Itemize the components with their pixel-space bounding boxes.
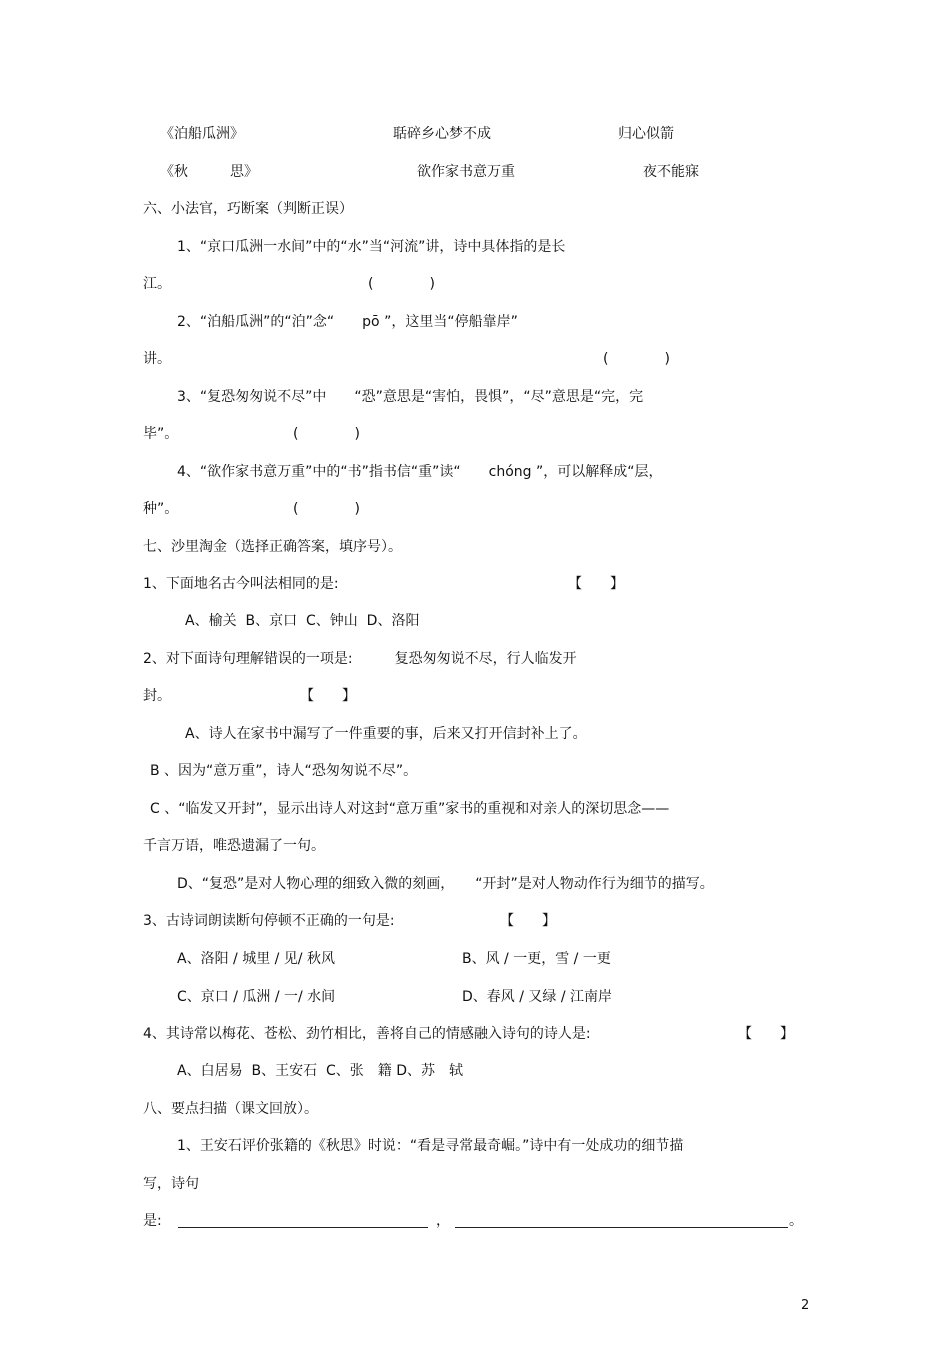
poem-title-2: 《秋 思》 (160, 164, 258, 180)
s8-answer-blank-1[interactable] (178, 1227, 428, 1228)
page-number: 2 (801, 1298, 810, 1313)
s7-q3-option-c: C、京口 / 瓜洲 / 一/ 水间 (177, 989, 336, 1005)
s8-answer-blank-2[interactable] (455, 1227, 788, 1228)
s6-item-3-answer-paren: ( ) (293, 426, 360, 442)
s7-q3-option-a: A、洛阳 / 城里 / 见/ 秋风 (177, 951, 335, 967)
s6-item-2-line2: 讲。 (143, 351, 171, 367)
s7-q2-text-cont: 封。 (143, 688, 171, 704)
s6-item-3-line1: 3、“复恐匆匆说不尽”中 “恐”意思是“害怕，畏惧”，“尽”意思是“完，完 (177, 389, 644, 405)
s8-comma: ， (436, 1213, 450, 1229)
s7-q2-option-a: A、诗人在家书中漏写了一件重要的事，后来又打开信封补上了。 (185, 726, 587, 742)
s7-q3-option-d: D、春风 / 又绿 / 江南岸 (462, 989, 613, 1005)
s7-q2-option-c-cont: 千言万语，唯恐遗漏了一句。 (143, 838, 325, 854)
poem-meaning-1: 归心似箭 (618, 126, 674, 142)
s8-period: 。 (789, 1213, 803, 1229)
poem-meaning-2: 夜不能寐 (643, 164, 699, 180)
s7-q3-text: 3、古诗词朗读断句停顿不正确的一句是: (143, 913, 395, 929)
s6-item-4-line2: 种”。 (143, 501, 179, 517)
s7-q2-option-b: B 、因为“意万重”，诗人“恐匆匆说不尽”。 (150, 763, 418, 779)
section-7-title: 七、沙里淘金（选择正确答案，填序号）。 (143, 539, 402, 555)
poem-line-2: 欲作家书意万重 (417, 164, 515, 180)
s7-q3-answer-bracket: 【 】 (500, 913, 556, 929)
section-6-title: 六、小法官，巧断案（判断正误） (143, 201, 353, 217)
s7-q2-option-d: D、“复恐”是对人物心理的细致入微的刻画， “开封”是对人物动作行为细节的描写。 (177, 876, 714, 892)
s7-q2-answer-bracket: 【 】 (300, 688, 356, 704)
s6-item-3-line2: 毕”。 (143, 426, 179, 442)
s6-item-2-line1: 2、“泊船瓜洲”的“泊”念“ pō ”，这里当“停船靠岸” (177, 314, 518, 330)
s8-q1-line2: 写，诗句 (143, 1176, 199, 1192)
s7-q2-option-c: C 、“临发又开封”，显示出诗人对这封“意万重”家书的重视和对亲人的深切思念—— (150, 801, 670, 817)
s7-q1-options: A、榆关 B、京口 C、钟山 D、洛阳 (185, 613, 420, 629)
s6-item-2-answer-paren: ( ) (603, 351, 670, 367)
poem-title-1: 《泊船瓜洲》 (160, 126, 244, 142)
s6-item-1-line1: 1、“京口瓜洲一水间”中的“水”当“河流”讲，诗中具体指的是长 (177, 239, 566, 255)
s6-item-1-answer-paren: ( ) (368, 276, 435, 292)
s7-q3-option-b: B、风 / 一更，雪 / 一更 (462, 951, 611, 967)
s7-q1-text: 1、下面地名古今叫法相同的是: (143, 576, 339, 592)
s7-q2-text: 2、对下面诗句理解错误的一项是: 复恐匆匆说不尽，行人临发开 (143, 651, 577, 667)
s7-q4-options: A、白居易 B、王安石 C、张 籍 D、苏 轼 (177, 1063, 463, 1079)
s6-item-1-line2: 江。 (143, 276, 171, 292)
poem-line-1: 聒碎乡心梦不成 (393, 126, 491, 142)
section-8-title: 八、要点扫描（课文回放）。 (143, 1101, 318, 1117)
s8-q1-line1: 1、王安石评价张籍的《秋思》时说：“看是寻常最奇崛。”诗中有一处成功的细节描 (177, 1138, 684, 1154)
s8-q1-line3: 是: (143, 1213, 162, 1229)
s7-q4-text: 4、其诗常以梅花、苍松、劲竹相比，善将自己的情感融入诗句的诗人是: (143, 1026, 591, 1042)
s7-q4-answer-bracket: 【 】 (738, 1026, 794, 1042)
s6-item-4-line1: 4、“欲作家书意万重”中的“书”指书信“重”读“ chóng ”，可以解释成“层， (177, 464, 663, 480)
s7-q1-answer-bracket: 【 】 (568, 576, 624, 592)
s6-item-4-answer-paren: ( ) (293, 501, 360, 517)
